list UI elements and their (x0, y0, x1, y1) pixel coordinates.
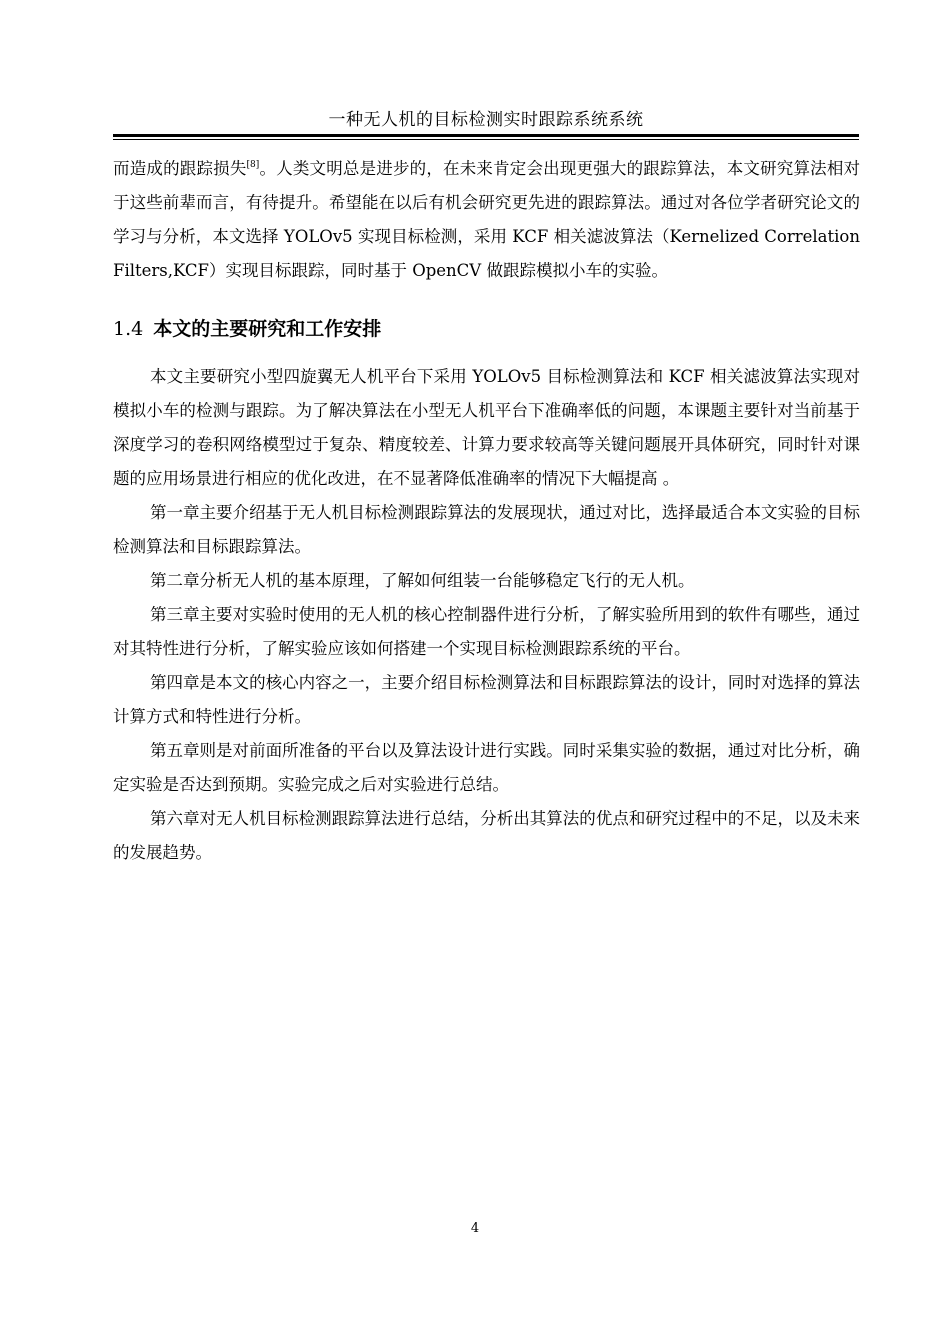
section-title: 本文的主要研究和工作安排 (153, 318, 382, 340)
body-text (113, 152, 860, 870)
intro-text-after-citation: 。人类文明总是进步的，在未来肯定会出现更强大的跟踪算法，本文研究算法相对于这些前辈而言，有待提升。希望能在以后有机会研究更先进的跟踪算法。通过对各位学者研究论文的学习与分析，本文选择 YOLOv5 实现目标检测，采用 KCF 相关滤波算法（Kernelized Correlation Filters,KCF）实现目标跟踪，同时基于 OpenCV 做跟踪模拟小车的实验。 (113, 159, 860, 280)
paragraph-chapter-3: 第三章主要对实验时使用的无人机的核心控制器件进行分析，了解实验所用到的软件有哪些，通过对其特性进行分析，了解实验应该如何搭建一个实现目标检测跟踪系统的平台。 (113, 605, 860, 658)
page-number: 4 (470, 1221, 480, 1236)
intro-paragraph (113, 152, 860, 288)
paragraph-chapter-1: 第一章主要介绍基于无人机目标检测跟踪算法的发展现状，通过对比，选择最适合本文实验的目标检测算法和目标跟踪算法。 (113, 503, 860, 556)
paragraph-chapter-4: 第四章是本文的核心内容之一，主要介绍目标检测算法和目标跟踪算法的设计，同时对选择的算法计算方式和特性进行分析。 (113, 673, 860, 726)
section-number: 1.4 (113, 318, 144, 340)
citation-marker: [8] (246, 160, 260, 170)
header-rule-thick (113, 134, 859, 137)
running-header: 一种无人机的目标检测实时跟踪系统系统 (328, 110, 644, 130)
paragraph-chapter-6: 第六章对无人机目标检测跟踪算法进行总结，分析出其算法的优点和研究过程中的不足，以及未来的发展趋势。 (113, 809, 860, 862)
intro-text-before-citation: 而造成的跟踪损失 (113, 159, 247, 178)
paragraph-chapter-2: 第二章分析无人机的基本原理，了解如何组装一台能够稳定飞行的无人机。 (150, 571, 695, 590)
paragraph-chapter-5: 第五章则是对前面所准备的平台以及算法设计进行实践。同时采集实验的数据，通过对比分析，确定实验是否达到预期。实验完成之后对实验进行总结。 (113, 741, 860, 794)
section-heading (113, 314, 860, 344)
header-rule-thin (113, 139, 859, 140)
paragraph-research-overview: 本文主要研究小型四旋翼无人机平台下采用 YOLOv5 目标检测算法和 KCF 相关滤波算法实现对模拟小车的检测与跟踪。为了解决算法在小型无人机平台下准确率低的问题，本课题主要针对当前基于深度学习的卷积网络模型过于复杂、精度较差、计算力要求较高等关键问题展开具体研究，同时针对课题的应用场景进行相应的优化改进，在不显著降低准确率的情况下大幅提高 。 (113, 367, 860, 488)
